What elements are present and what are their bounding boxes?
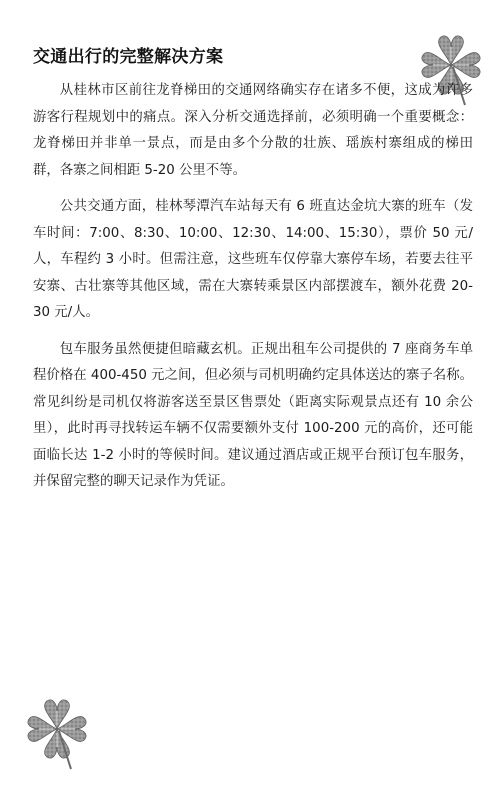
page-title: 交通出行的完整解决方案 [33,47,224,67]
document-body [33,78,473,506]
paragraph-charter-service: 包车服务虽然便捷但暗藏玄机。正规出租车公司提供的 7 座商务车单程价格在 400-450 元之间，但必须与司机明确约定具体送达的寨子名称。常见纠纷是司机仅将游客送至景区售票处（距离实际观景点还有 10 余公里），此时再寻找转运车辆不仅需要额外支付 100-200 元的高价，还可能面临长达 1-2 小时的等候时间。建议通过酒店或正规平台预订包车服务，并保留完整的聊天记录作为凭证。 [33,341,473,489]
four-leaf-clover-icon [22,696,92,774]
paragraph-intro: 从桂林市区前往龙脊梯田的交通网络确实存在诸多不便，这成为许多游客行程规划中的痛点。深入分析交通选择前，必须明确一个重要概念：龙脊梯田并非单一景点，而是由多个分散的壮族、瑶族村寨组成的梯田群，各寨之间相距 5-20 公里不等。 [33,83,473,178]
paragraph-public-transport: 公共交通方面，桂林琴潭汽车站每天有 6 班直达金坑大寨的班车（发车时间：7:00、8:30、10:00、12:30、14:00、15:30），票价 50 元/人，车程约 3 小时。但需注意，这些班车仅停靠大寨停车场，若要去往平安寨、古壮寨等其他区域，需在大寨转乘景区内部摆渡车，额外花费 20-30 元/人。 [33,199,473,320]
